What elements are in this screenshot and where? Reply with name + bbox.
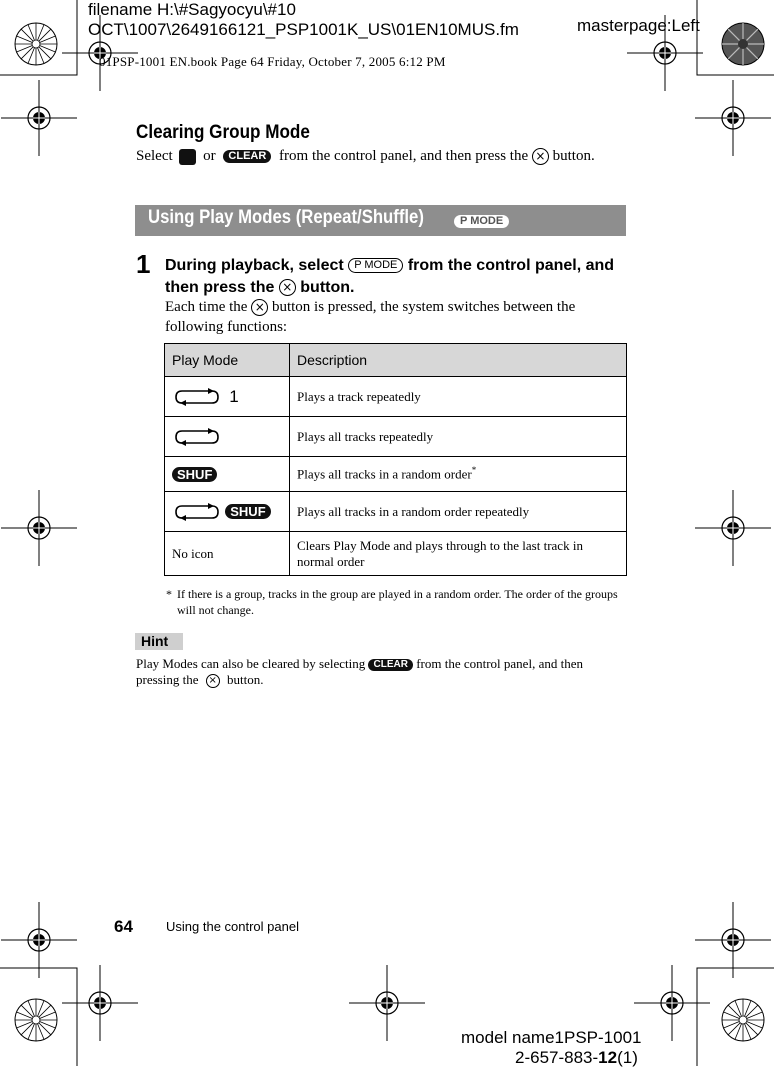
- description-cell: Plays all tracks repeatedly: [290, 417, 627, 457]
- text-end: button.: [552, 148, 595, 164]
- pmode-icon: P MODE: [454, 215, 509, 228]
- model-number-prefix: 2-657-883-: [515, 1048, 599, 1067]
- description-cell: Plays a track repeatedly: [290, 377, 627, 417]
- model-number-suffix: (1): [617, 1048, 638, 1067]
- masterpage-label: masterpage:Left: [577, 16, 700, 35]
- footnote-mark: *: [166, 587, 172, 601]
- table-row: [165, 457, 627, 492]
- play-mode-cell: [165, 417, 290, 457]
- column-header-play-mode: Play Mode: [165, 344, 290, 377]
- step-text-a: During playback, select: [165, 257, 344, 274]
- repeat-icon: [172, 388, 222, 406]
- hint-text-b: from the control panel, and then pressing the: [136, 656, 583, 687]
- step-body-a: Each time the: [165, 299, 248, 315]
- description-cell: [290, 457, 627, 492]
- hint-text: [136, 656, 616, 688]
- model-name: model name1PSP-1001: [461, 1028, 642, 1047]
- cross-button-icon: ×: [279, 279, 296, 296]
- column-header-description: Description: [290, 344, 627, 377]
- model-number: [461, 1048, 642, 1068]
- shuffle-icon: SHUF: [225, 504, 270, 519]
- cross-button-icon: ×: [251, 299, 268, 316]
- page-number: 64: [114, 917, 133, 936]
- pmode-icon: P MODE: [348, 258, 403, 273]
- step-text-c: button.: [300, 279, 355, 296]
- step-number: 1: [136, 249, 151, 279]
- repeat-one-number: 1: [229, 386, 239, 406]
- table-row: [165, 417, 627, 457]
- play-mode-cell: [165, 377, 290, 417]
- filename-line-1: filename H:\#Sagyocyu\#10: [88, 0, 296, 19]
- step-body-b: button is pressed, the system switches between the following functions:: [165, 299, 576, 335]
- repeat-icon: [172, 503, 222, 521]
- description-cell: Clears Play Mode and plays through to the last track in normal order: [290, 532, 627, 576]
- text-middle: from the control panel, and then press the: [279, 148, 529, 164]
- play-mode-cell: [165, 492, 290, 532]
- filename-line-2: OCT\1007\2649166121_PSP1001K_US\01EN10MUS.fm: [88, 20, 519, 39]
- group-icon: [179, 149, 196, 165]
- step-text-b: from the control panel, and then press the: [165, 257, 615, 296]
- table-header-row: [165, 344, 627, 377]
- hint-text-c: button.: [226, 672, 264, 687]
- step-1-body: [165, 297, 625, 337]
- footnote-marker: *: [471, 465, 477, 476]
- hint-text-a: Play Modes can also be cleared by selecting: [136, 656, 366, 671]
- clear-icon: CLEAR: [368, 659, 412, 671]
- play-mode-table: [164, 343, 627, 576]
- footnote-text: If there is a group, tracks in the group are played in a random order. The order of the groups will not change.: [177, 587, 618, 617]
- repeat-all-icon: [172, 428, 222, 446]
- filename-header: [88, 0, 519, 40]
- description-cell: Plays all tracks in a random order repeatedly: [290, 492, 627, 532]
- book-info: 01PSP-1001 EN.book Page 64 Friday, October 7, 2005 6:12 PM: [99, 54, 446, 69]
- table-row: [165, 492, 627, 532]
- footnote: [166, 586, 628, 618]
- clearing-group-mode-title: Clearing Group Mode: [136, 122, 310, 143]
- table-row: [165, 377, 627, 417]
- description-text: Plays all tracks in a random order: [297, 466, 472, 482]
- cross-button-icon: ×: [532, 148, 549, 165]
- play-mode-cell: [165, 457, 290, 492]
- step-1-instruction: [165, 255, 635, 299]
- table-row: [165, 532, 627, 576]
- text-or: or: [203, 148, 216, 164]
- play-mode-cell: No icon: [165, 532, 290, 576]
- clearing-instructions: [136, 148, 595, 165]
- page-section-title: Using the control panel: [166, 919, 299, 934]
- model-number-bold: 12: [598, 1048, 618, 1067]
- clear-icon: CLEAR: [223, 150, 271, 163]
- cross-button-icon: ×: [206, 674, 220, 688]
- hint-label: Hint: [135, 633, 183, 650]
- text-select: Select: [136, 148, 173, 164]
- shuffle-icon: SHUF: [172, 467, 217, 482]
- model-info: [461, 1028, 642, 1068]
- section-title: Using Play Modes (Repeat/Shuffle): [148, 207, 424, 228]
